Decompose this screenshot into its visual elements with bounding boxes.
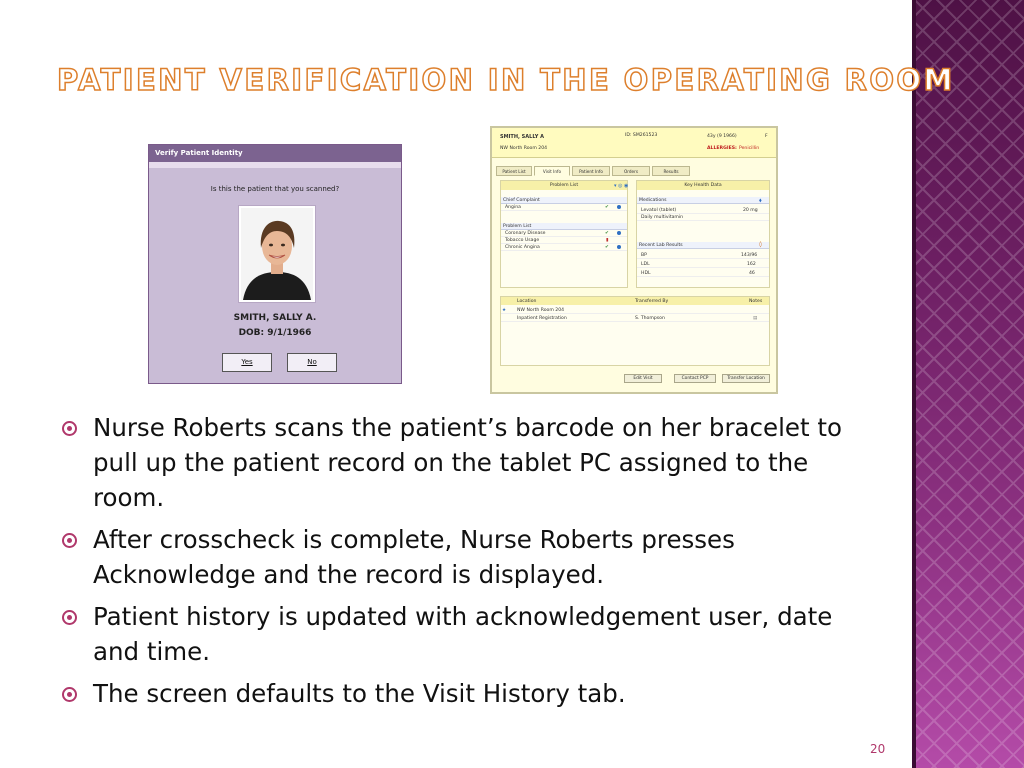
patient-name: SMITH, SALLY A.	[233, 313, 317, 323]
allergies-label: ALLERGIES:	[707, 146, 737, 151]
side-decoration-band	[912, 0, 1024, 768]
problem-text: Chronic Angina	[505, 245, 540, 250]
band-edge	[912, 0, 916, 768]
verify-patient-dialog	[148, 144, 402, 384]
bullet-text: After crosscheck is complete, Nurse Roberts presses Acknowledge and the record is displayed.	[93, 525, 735, 589]
record-patient-sex: F	[765, 134, 768, 139]
allergies-value: Penicillin	[739, 146, 760, 151]
diamond-pattern	[912, 0, 1024, 768]
lab-row[interactable]	[637, 261, 769, 268]
info-icon	[617, 205, 621, 209]
chief-complaint-text: Angina	[505, 205, 521, 210]
medication-name: Daily multivitamin	[641, 215, 684, 220]
lab-value: 46	[749, 271, 755, 276]
lab-name: BP	[641, 253, 647, 258]
column-transferred-by: Transferred By	[635, 299, 669, 304]
patient-header	[492, 128, 776, 158]
panel-icons: ▾ ◎ ◉	[614, 183, 629, 189]
patient-record-screen	[490, 126, 778, 394]
medication-row[interactable]	[637, 207, 769, 214]
yes-button-label: Yes	[241, 358, 253, 366]
column-notes: Notes	[749, 299, 763, 304]
check-icon: ✔	[605, 231, 609, 236]
check-icon: ✔	[605, 245, 609, 250]
problem-text: Coronary Disease	[505, 231, 546, 236]
column-location: Location	[517, 299, 537, 304]
bullet-text: Patient history is updated with acknowledgement user, date and time.	[93, 602, 833, 666]
record-patient-id: ID: SM261523	[625, 133, 658, 138]
bullet-icon	[62, 687, 77, 702]
chief-complaint-row[interactable]	[501, 204, 627, 211]
lab-row[interactable]	[637, 270, 769, 277]
info-icon	[617, 231, 621, 235]
lab-name: LDL	[641, 262, 650, 267]
tab-results[interactable]: Results	[652, 166, 690, 176]
problem-text: Tobacco Usage	[505, 238, 540, 243]
location-text: NW North Room 204	[517, 308, 565, 313]
current-location-icon: ★	[502, 308, 507, 313]
verify-question: Is this the patient that you scanned?	[210, 185, 340, 193]
chief-complaint-header: Chief Complaint	[501, 197, 627, 204]
check-icon: ✔	[605, 205, 609, 210]
lab-row[interactable]	[637, 252, 769, 259]
lab-results-header: Recent Lab Results	[637, 242, 769, 249]
medication-name: Levatol (tablet)	[641, 208, 677, 213]
bullet-item	[62, 599, 862, 669]
location-row[interactable]	[501, 307, 769, 314]
bullet-icon	[62, 421, 77, 436]
record-room: NW North Room 204	[500, 146, 548, 151]
tab-orders[interactable]: Orders	[612, 166, 650, 176]
contact-pcp-button[interactable]: Contact PCP	[674, 374, 716, 383]
no-button-label: No	[307, 358, 317, 366]
record-patient-name: SMITH, SALLY A	[500, 134, 544, 140]
problem-list-panel	[500, 180, 628, 288]
problem-list-header: Problem List	[501, 223, 627, 230]
transfer-location-button[interactable]: Transfer Location	[722, 374, 770, 383]
problem-row[interactable]	[501, 230, 627, 237]
lab-value: 143/96	[741, 253, 758, 258]
problem-list-title: Problem List	[501, 181, 627, 190]
bullet-text: Nurse Roberts scans the patient’s barcode on her bracelet to pull up the patient record on the tablet PC assigned to the room.	[93, 413, 842, 512]
bullet-item	[62, 676, 862, 711]
key-health-data-title: Key Health Data	[637, 181, 769, 190]
patient-photo	[238, 205, 316, 303]
dialog-title-separator	[149, 162, 401, 168]
patient-dob: DOB: 9/1/1966	[238, 328, 312, 338]
note-icon[interactable]: ▤	[753, 316, 758, 321]
yes-button[interactable]	[222, 353, 272, 372]
medication-row[interactable]	[637, 214, 769, 221]
alert-icon: ▮	[606, 238, 609, 243]
medication-dose: 20 mg	[743, 208, 758, 213]
location-text: Inpatient Registration	[517, 316, 567, 321]
location-row[interactable]	[501, 315, 769, 322]
flask-icon: ◊	[759, 241, 762, 248]
bullet-text: The screen defaults to the Visit History tab.	[93, 679, 626, 708]
bullet-list	[62, 410, 862, 718]
info-icon	[617, 245, 621, 249]
record-patient-age: 43y (9 1966)	[707, 134, 737, 139]
transferred-by-text: S. Thompson	[635, 316, 665, 321]
tab-patient-list[interactable]: Patient List	[496, 166, 532, 176]
key-health-data-panel	[636, 180, 770, 288]
patient-portrait-icon	[241, 208, 313, 300]
medications-header: Medications	[637, 197, 769, 204]
problem-row[interactable]	[501, 237, 627, 244]
location-table	[500, 296, 770, 366]
bullet-item	[62, 410, 862, 515]
dialog-title: Verify Patient Identity	[149, 145, 401, 162]
tab-patient-info[interactable]: Patient Info	[572, 166, 610, 176]
tab-visit-info[interactable]: Visit Info	[534, 166, 570, 176]
lab-name: HDL	[641, 271, 651, 276]
slide-title: PATIENT VERIFICATION IN THE OPERATING ROOM	[57, 63, 955, 97]
page-number: 20	[870, 742, 886, 756]
pill-icon: ⬧	[759, 197, 762, 204]
problem-row[interactable]	[501, 244, 627, 251]
no-button[interactable]	[287, 353, 337, 372]
bullet-icon	[62, 610, 77, 625]
bullet-item	[62, 522, 862, 592]
bullet-icon	[62, 533, 77, 548]
lab-value: 162	[747, 262, 756, 267]
edit-visit-button[interactable]: Edit Visit	[624, 374, 662, 383]
